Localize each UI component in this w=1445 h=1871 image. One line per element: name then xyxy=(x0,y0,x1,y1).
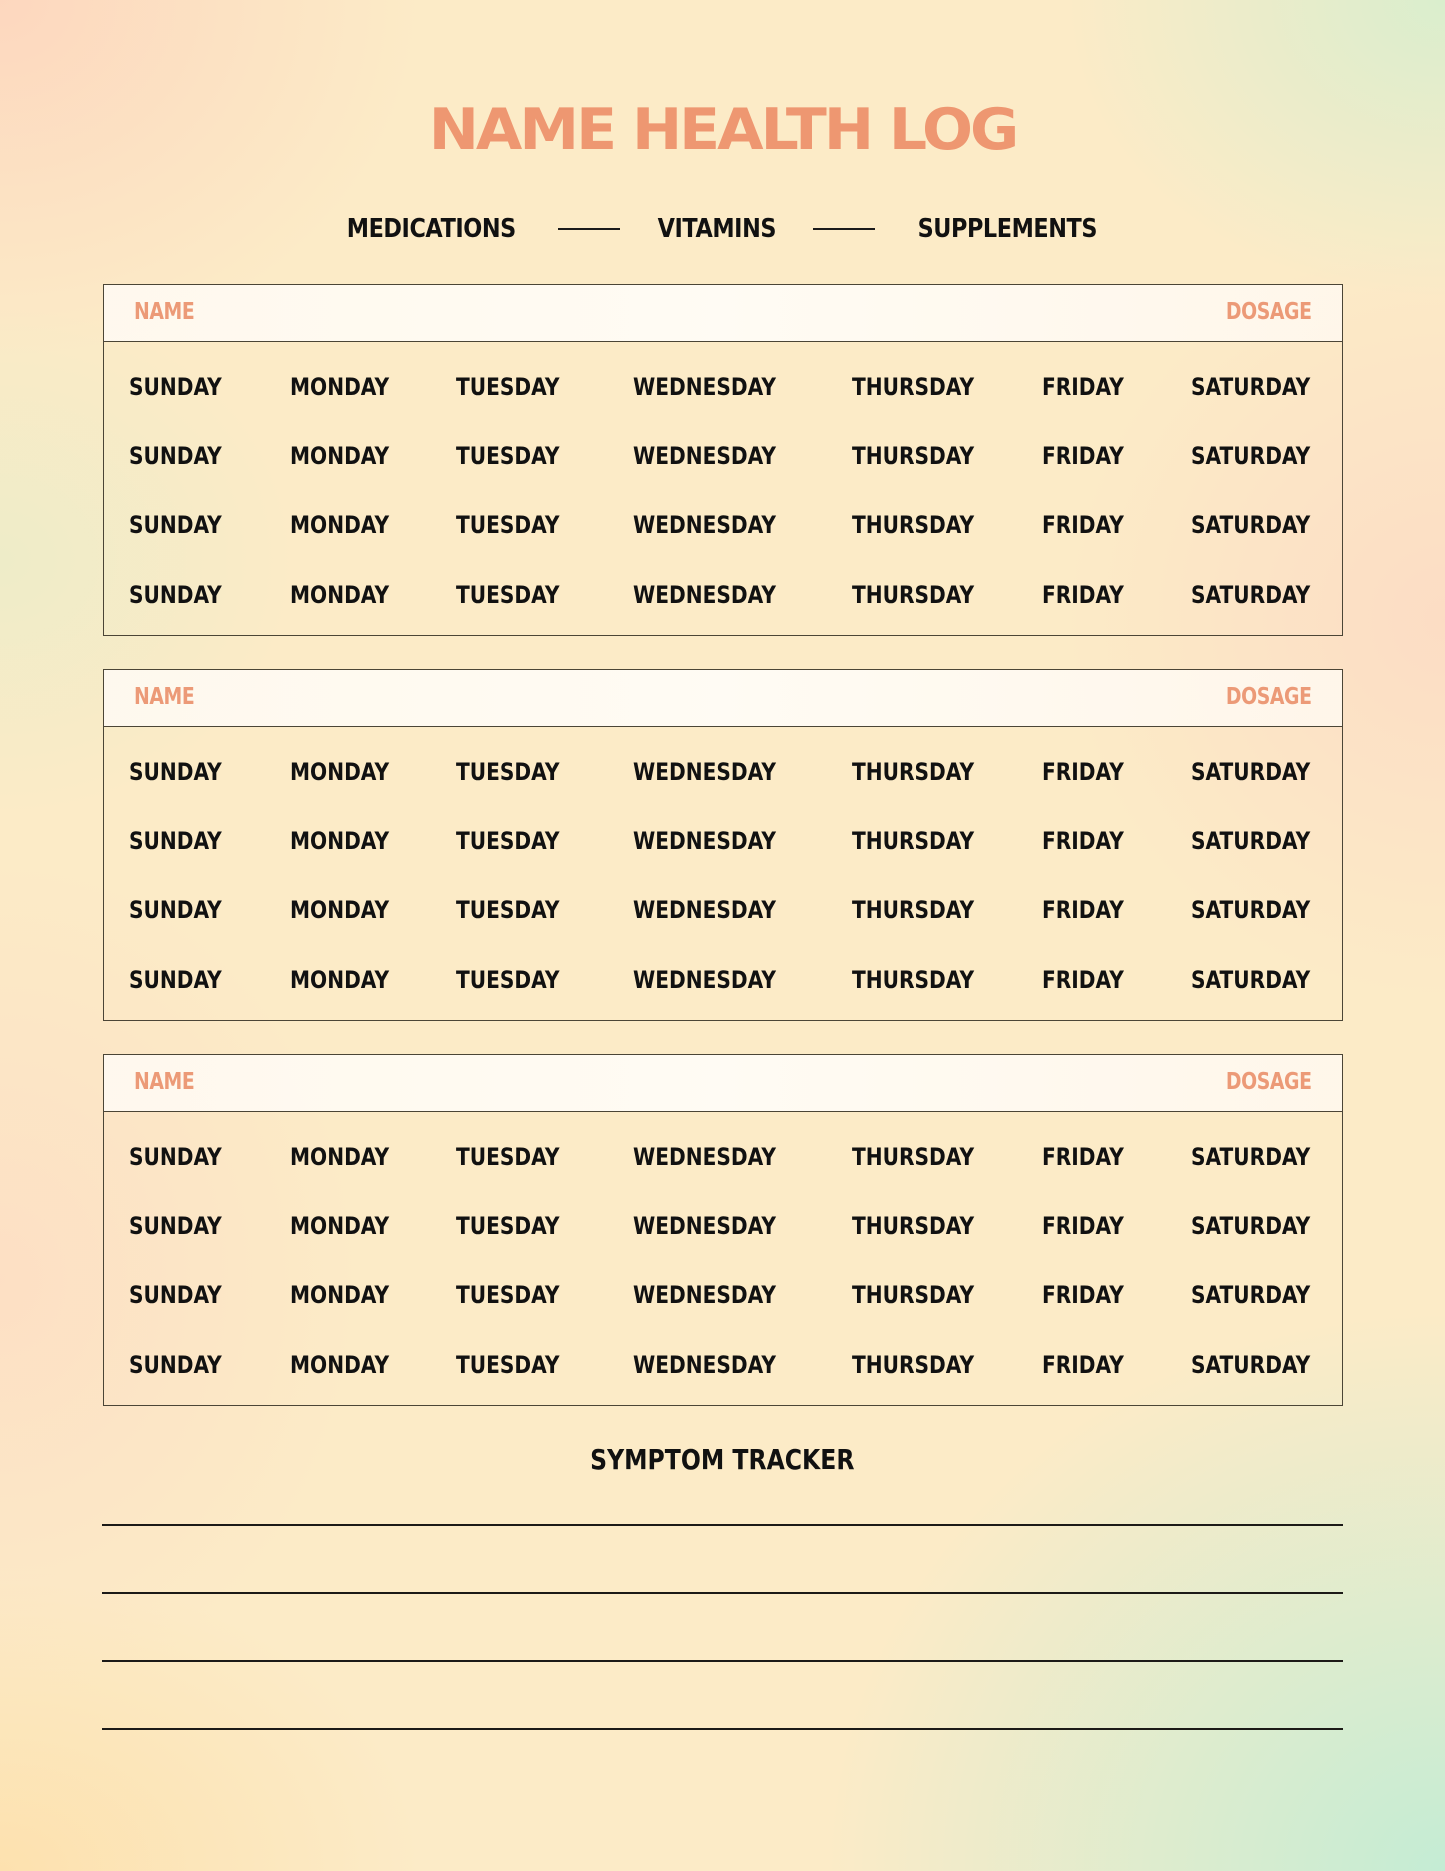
log-table-1 xyxy=(103,284,1343,636)
day-monday[interactable]: MONDAY xyxy=(290,827,390,855)
day-tuesday[interactable]: TUESDAY xyxy=(456,581,560,609)
day-friday[interactable]: FRIDAY xyxy=(1042,966,1124,994)
day-monday[interactable]: MONDAY xyxy=(290,581,390,609)
category-medications: MEDICATIONS xyxy=(346,214,516,244)
day-monday[interactable]: MONDAY xyxy=(290,896,390,924)
day-saturday[interactable]: SATURDAY xyxy=(1191,1281,1311,1309)
day-wednesday[interactable]: WEDNESDAY xyxy=(633,1281,776,1309)
day-friday[interactable]: FRIDAY xyxy=(1042,581,1124,609)
day-wednesday[interactable]: WEDNESDAY xyxy=(633,758,776,786)
day-sunday[interactable]: SUNDAY xyxy=(129,1281,222,1309)
day-friday[interactable]: FRIDAY xyxy=(1042,758,1124,786)
day-tuesday[interactable]: TUESDAY xyxy=(456,966,560,994)
day-tuesday[interactable]: TUESDAY xyxy=(456,1212,560,1240)
day-friday[interactable]: FRIDAY xyxy=(1042,1281,1124,1309)
day-row xyxy=(104,826,1342,856)
day-tuesday[interactable]: TUESDAY xyxy=(456,373,560,401)
day-friday[interactable]: FRIDAY xyxy=(1042,511,1124,539)
day-friday[interactable]: FRIDAY xyxy=(1042,1212,1124,1240)
log-header xyxy=(104,670,1342,727)
day-friday[interactable]: FRIDAY xyxy=(1042,373,1124,401)
day-thursday[interactable]: THURSDAY xyxy=(852,827,975,855)
dosage-field[interactable]: DOSAGE xyxy=(1226,299,1312,325)
day-friday[interactable]: FRIDAY xyxy=(1042,896,1124,924)
day-saturday[interactable]: SATURDAY xyxy=(1191,373,1311,401)
day-monday[interactable]: MONDAY xyxy=(290,1281,390,1309)
day-tuesday[interactable]: TUESDAY xyxy=(456,511,560,539)
day-sunday[interactable]: SUNDAY xyxy=(129,758,222,786)
day-wednesday[interactable]: WEDNESDAY xyxy=(633,511,776,539)
day-row xyxy=(104,1280,1342,1310)
day-wednesday[interactable]: WEDNESDAY xyxy=(633,581,776,609)
day-sunday[interactable]: SUNDAY xyxy=(129,827,222,855)
day-monday[interactable]: MONDAY xyxy=(290,1351,390,1379)
day-row xyxy=(104,441,1342,471)
day-thursday[interactable]: THURSDAY xyxy=(852,442,975,470)
log-table-3 xyxy=(103,1054,1343,1406)
day-friday[interactable]: FRIDAY xyxy=(1042,1351,1124,1379)
day-thursday[interactable]: THURSDAY xyxy=(852,581,975,609)
symptom-tracker-label: SYMPTOM TRACKER xyxy=(590,1443,855,1476)
day-sunday[interactable]: SUNDAY xyxy=(129,1351,222,1379)
day-sunday[interactable]: SUNDAY xyxy=(129,896,222,924)
category-list xyxy=(0,212,1445,246)
day-thursday[interactable]: THURSDAY xyxy=(852,1281,975,1309)
day-saturday[interactable]: SATURDAY xyxy=(1191,442,1311,470)
day-tuesday[interactable]: TUESDAY xyxy=(456,827,560,855)
day-row xyxy=(104,580,1342,610)
day-row xyxy=(104,372,1342,402)
day-saturday[interactable]: SATURDAY xyxy=(1191,511,1311,539)
separator-dash xyxy=(813,228,875,230)
log-table-2 xyxy=(103,669,1343,1021)
day-saturday[interactable]: SATURDAY xyxy=(1191,581,1311,609)
dosage-field[interactable]: DOSAGE xyxy=(1226,684,1312,710)
day-monday[interactable]: MONDAY xyxy=(290,511,390,539)
symptom-line-2[interactable] xyxy=(102,1592,1343,1594)
name-field[interactable]: NAME xyxy=(134,1069,195,1095)
day-row xyxy=(104,965,1342,995)
symptom-tracker-title xyxy=(0,1443,1445,1476)
category-supplements: SUPPLEMENTS xyxy=(917,214,1098,244)
day-sunday[interactable]: SUNDAY xyxy=(129,373,222,401)
day-monday[interactable]: MONDAY xyxy=(290,373,390,401)
day-saturday[interactable]: SATURDAY xyxy=(1191,827,1311,855)
day-saturday[interactable]: SATURDAY xyxy=(1191,966,1311,994)
day-saturday[interactable]: SATURDAY xyxy=(1191,758,1311,786)
name-field[interactable]: NAME xyxy=(134,299,195,325)
day-row xyxy=(104,1350,1342,1380)
day-monday[interactable]: MONDAY xyxy=(290,966,390,994)
day-saturday[interactable]: SATURDAY xyxy=(1191,1143,1311,1171)
day-monday[interactable]: MONDAY xyxy=(290,442,390,470)
day-thursday[interactable]: THURSDAY xyxy=(852,758,975,786)
dosage-field[interactable]: DOSAGE xyxy=(1226,1069,1312,1095)
day-thursday[interactable]: THURSDAY xyxy=(852,1143,975,1171)
symptom-line-3[interactable] xyxy=(102,1660,1343,1662)
day-wednesday[interactable]: WEDNESDAY xyxy=(633,896,776,924)
day-row xyxy=(104,757,1342,787)
day-sunday[interactable]: SUNDAY xyxy=(129,511,222,539)
day-tuesday[interactable]: TUESDAY xyxy=(456,1281,560,1309)
page-title: NAME HEALTH LOG xyxy=(428,96,1017,164)
day-saturday[interactable]: SATURDAY xyxy=(1191,1351,1311,1379)
day-thursday[interactable]: THURSDAY xyxy=(852,896,975,924)
day-wednesday[interactable]: WEDNESDAY xyxy=(633,442,776,470)
day-tuesday[interactable]: TUESDAY xyxy=(456,896,560,924)
day-wednesday[interactable]: WEDNESDAY xyxy=(633,966,776,994)
day-tuesday[interactable]: TUESDAY xyxy=(456,758,560,786)
day-friday[interactable]: FRIDAY xyxy=(1042,827,1124,855)
day-sunday[interactable]: SUNDAY xyxy=(129,1143,222,1171)
day-thursday[interactable]: THURSDAY xyxy=(852,373,975,401)
day-tuesday[interactable]: TUESDAY xyxy=(456,1351,560,1379)
category-vitamins: VITAMINS xyxy=(657,214,776,244)
day-tuesday[interactable]: TUESDAY xyxy=(456,1143,560,1171)
day-wednesday[interactable]: WEDNESDAY xyxy=(633,373,776,401)
day-sunday[interactable]: SUNDAY xyxy=(129,1212,222,1240)
day-thursday[interactable]: THURSDAY xyxy=(852,1351,975,1379)
day-thursday[interactable]: THURSDAY xyxy=(852,511,975,539)
symptom-line-4[interactable] xyxy=(102,1728,1343,1730)
day-row xyxy=(104,895,1342,925)
day-saturday[interactable]: SATURDAY xyxy=(1191,896,1311,924)
day-wednesday[interactable]: WEDNESDAY xyxy=(633,1143,776,1171)
day-row xyxy=(104,1211,1342,1241)
day-sunday[interactable]: SUNDAY xyxy=(129,966,222,994)
day-wednesday[interactable]: WEDNESDAY xyxy=(633,1212,776,1240)
day-monday[interactable]: MONDAY xyxy=(290,1143,390,1171)
log-header xyxy=(104,1055,1342,1112)
day-row xyxy=(104,510,1342,540)
day-wednesday[interactable]: WEDNESDAY xyxy=(633,1351,776,1379)
day-friday[interactable]: FRIDAY xyxy=(1042,442,1124,470)
separator-dash xyxy=(558,228,620,230)
log-header xyxy=(104,285,1342,342)
symptom-line-1[interactable] xyxy=(102,1524,1343,1526)
name-field[interactable]: NAME xyxy=(134,684,195,710)
day-monday[interactable]: MONDAY xyxy=(290,1212,390,1240)
day-row xyxy=(104,1142,1342,1172)
day-sunday[interactable]: SUNDAY xyxy=(129,442,222,470)
day-thursday[interactable]: THURSDAY xyxy=(852,966,975,994)
day-sunday[interactable]: SUNDAY xyxy=(129,581,222,609)
day-saturday[interactable]: SATURDAY xyxy=(1191,1212,1311,1240)
day-wednesday[interactable]: WEDNESDAY xyxy=(633,827,776,855)
day-monday[interactable]: MONDAY xyxy=(290,758,390,786)
day-friday[interactable]: FRIDAY xyxy=(1042,1143,1124,1171)
day-tuesday[interactable]: TUESDAY xyxy=(456,442,560,470)
day-thursday[interactable]: THURSDAY xyxy=(852,1212,975,1240)
